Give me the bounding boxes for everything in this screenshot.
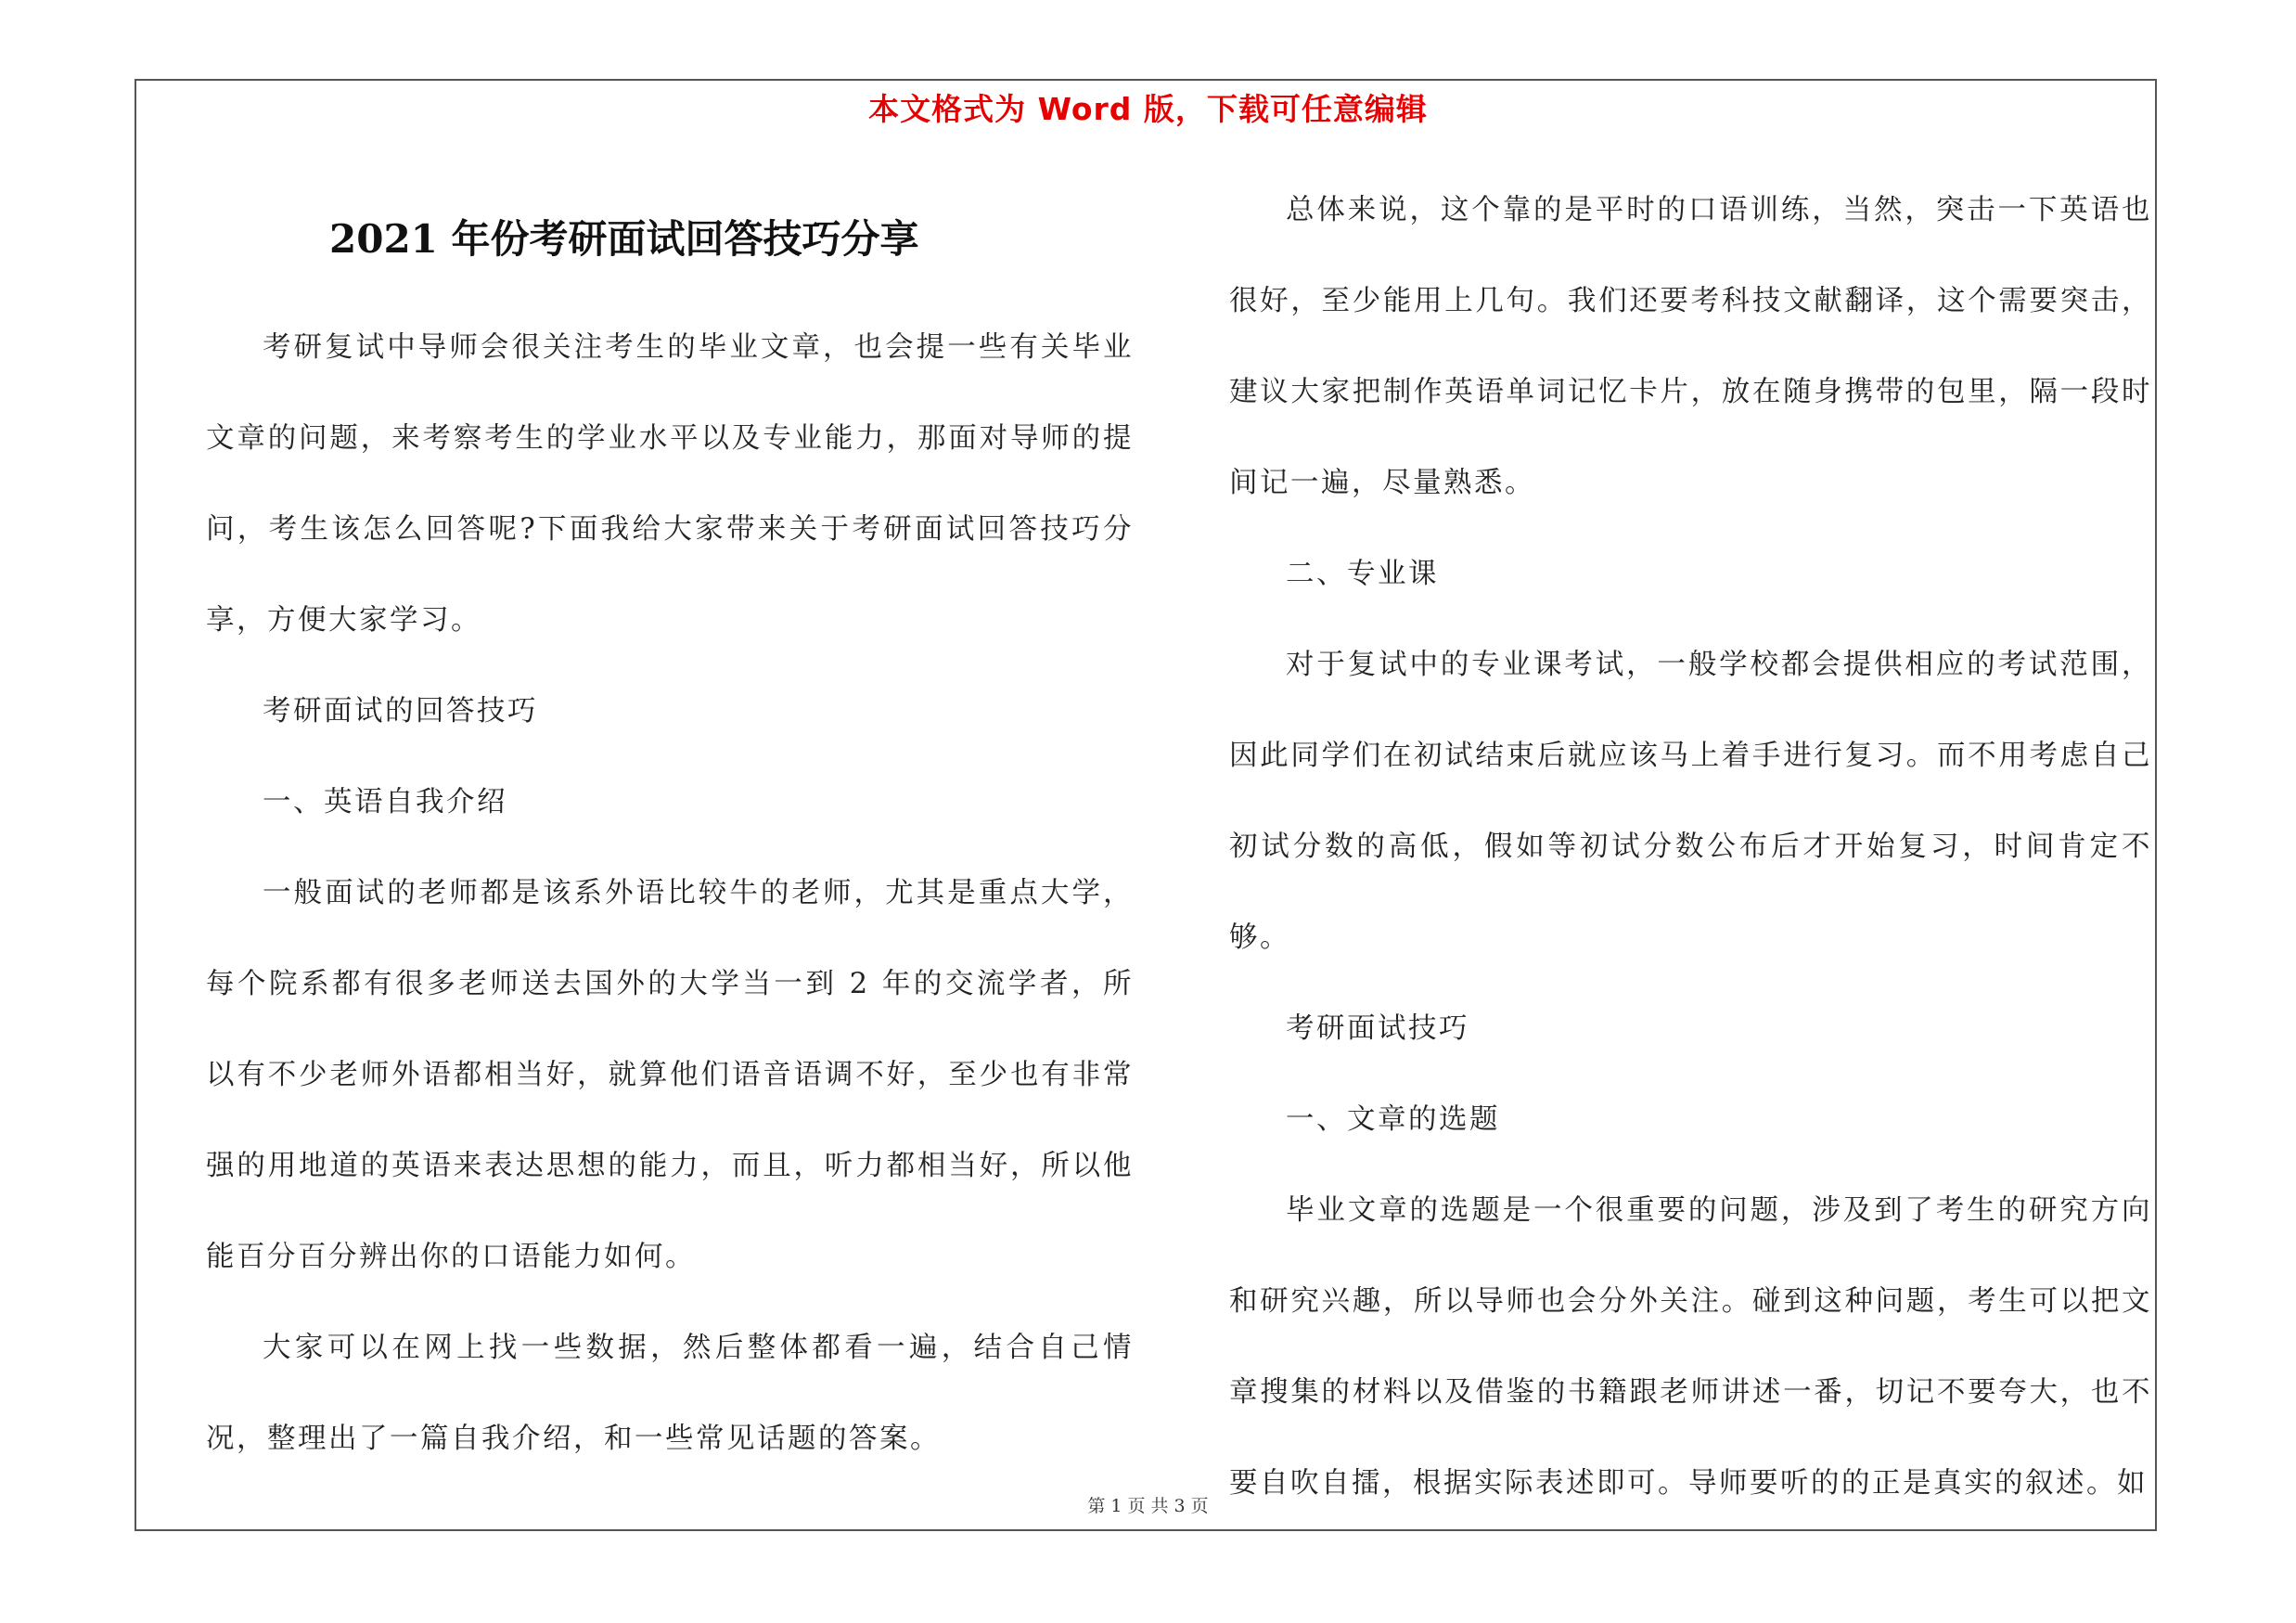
format-banner: 本文格式为 Word 版，下载可任意编辑 <box>868 91 1428 127</box>
paragraph-major-exam: 对于复试中的专业课考试，一般学校都会提供相应的考试范围，因此同学们在初试结束后就应该马上着手进行复习。而不用考虑自己初试分数的高低，假如等初试分数公布后才开始复习，时间肯定不够。 <box>1229 649 2152 954</box>
subheading-thesis-topic: 一、文章的选题 <box>1286 1103 1500 1136</box>
intro-paragraph: 考研复试中导师会很关注考生的毕业文章，也会提一些有关毕业文章的问题，来考察考生的学业水平以及专业能力，那面对导师的提问，考生该怎么回答呢?下面我给大家带来关于考研面试回答技巧分享，方便大家学习。 <box>206 331 1134 637</box>
document-title: 2021 年份考研面试回答技巧分享 <box>329 216 919 262</box>
subheading-english-intro: 一、英语自我介绍 <box>263 786 507 818</box>
left-column <box>206 303 1134 1485</box>
section-heading-answer-tips: 考研面试的回答技巧 <box>263 695 538 728</box>
right-column <box>1229 165 2152 1529</box>
section-heading-interview-tips: 考研面试技巧 <box>1286 1012 1469 1045</box>
subheading-major-course: 二、专业课 <box>1286 558 1439 590</box>
page-number-footer: 第 1 页 共 3 页 <box>1087 1496 1209 1516</box>
paragraph-prepare-intro: 大家可以在网上找一些数据，然后整体都看一遍，结合自己情况，整理出了一篇自我介绍，和一些常见话题的答案。 <box>206 1332 1134 1455</box>
paragraph-thesis-topic: 毕业文章的选题是一个很重要的问题，涉及到了考生的研究方向和研究兴趣，所以导师也会分外关注。碰到这种问题，考生可以把文章搜集的材料以及借鉴的书籍跟老师讲述一番，切记不要夸大，也不要自吹自擂，根据实际表述即可。导师要听的的正是真实的叙述。如 <box>1229 1194 2152 1500</box>
paragraph-oral-training: 总体来说，这个靠的是平时的口语训练，当然，突击一下英语也很好，至少能用上几句。我们还要考科技文献翻译，这个需要突击，建议大家把制作英语单词记忆卡片，放在随身携带的包里，隔一段时间记一遍，尽量熟悉。 <box>1229 194 2152 499</box>
paragraph-examiners: 一般面试的老师都是该系外语比较牛的老师，尤其是重点大学，每个院系都有很多老师送去国外的大学当一到 2 年的交流学者，所以有不少老师外语都相当好，就算他们语音语调不好，至少也有非常强的用地道的英语来表达思想的能力，而且，听力都相当好，所以他能百分百分辨出你的口语能力如何。 <box>206 877 1134 1273</box>
